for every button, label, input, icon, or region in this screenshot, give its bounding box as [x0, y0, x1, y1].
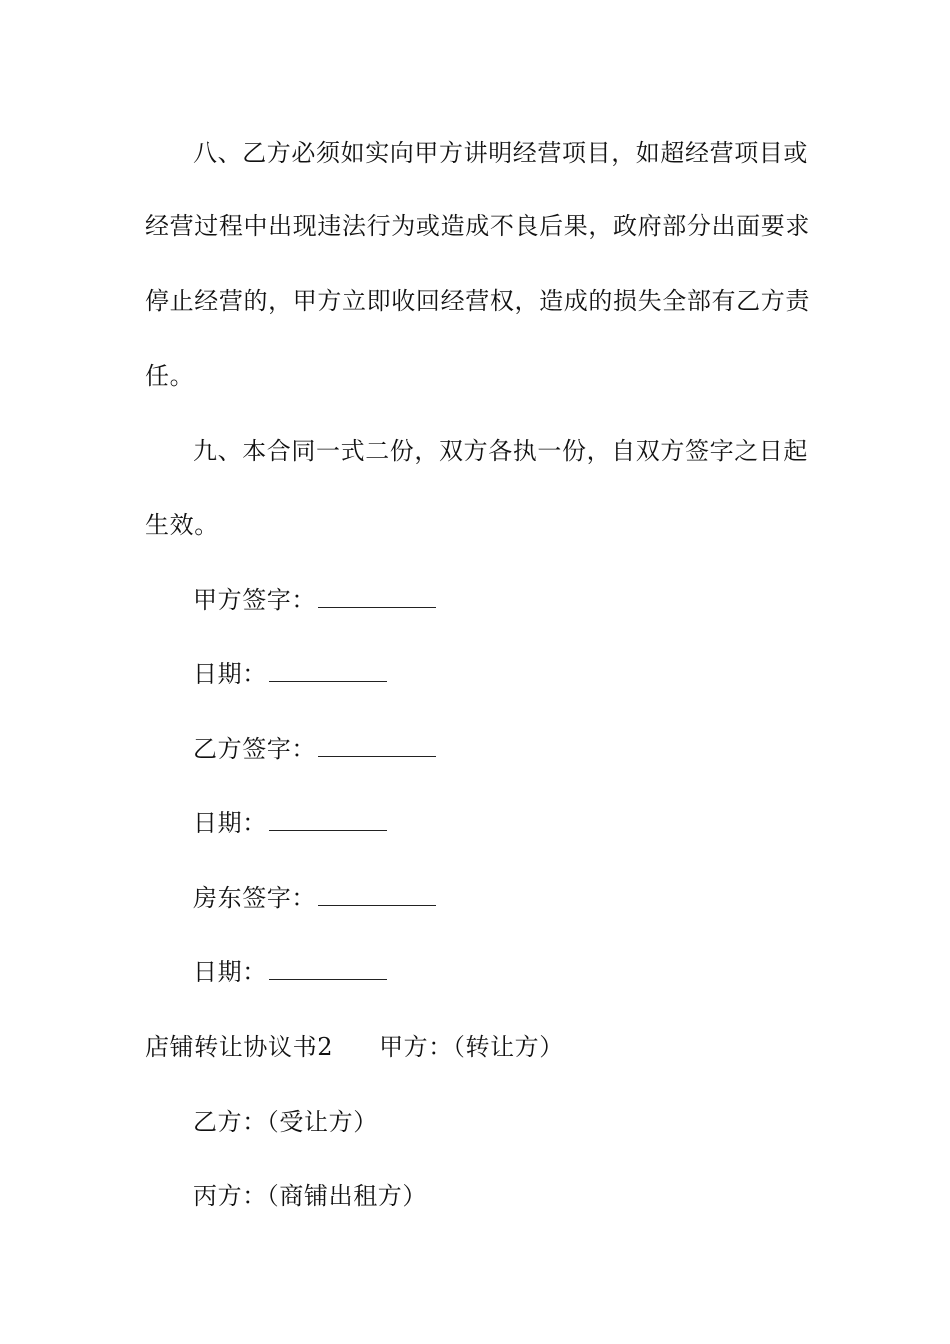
landlord-signature-row — [193, 883, 436, 913]
date-blank-3 — [269, 959, 387, 980]
landlord-signature-blank — [318, 885, 436, 906]
clause-8-line-4: 任。 — [145, 362, 195, 390]
date-label-3: 日期： — [193, 958, 267, 986]
party-b-signature-label: 乙方签字： — [193, 735, 316, 763]
party-a-signature-label: 甲方签字： — [193, 586, 316, 614]
party-b-signature-blank — [318, 736, 436, 757]
agreement-2-heading-row — [145, 1032, 810, 1062]
date-blank-1 — [269, 661, 387, 682]
party-b-transferee: 乙方：（受让方） — [193, 1108, 378, 1136]
agreement-2-title: 店铺转让协议书2 — [145, 1033, 334, 1061]
date-label-2: 日期： — [193, 809, 267, 837]
clause-8-line-1: 八、乙方必须如实向甲方讲明经营项目，如超经营项目或 — [193, 139, 808, 167]
landlord-signature-label: 房东签字： — [193, 884, 316, 912]
date-row-2 — [193, 808, 387, 838]
party-b-signature-row — [193, 734, 436, 764]
party-a-signature-row — [193, 585, 436, 615]
clause-9-line-1: 九、本合同一式二份，双方各执一份，自双方签字之日起 — [193, 437, 808, 465]
party-c-lessor: 丙方：（商铺出租方） — [193, 1182, 427, 1210]
clause-8-line-2: 经营过程中出现违法行为或造成不良后果，政府部分出面要求 — [145, 212, 810, 240]
clause-8-line-3: 停止经营的，甲方立即收回经营权，造成的损失全部有乙方责 — [145, 287, 810, 315]
party-a-transferor: 甲方：（转让方） — [379, 1033, 564, 1061]
date-blank-2 — [269, 810, 387, 831]
date-row-3 — [193, 957, 387, 987]
clause-9-line-2: 生效。 — [145, 511, 219, 539]
party-a-signature-blank — [318, 587, 436, 608]
date-label-1: 日期： — [193, 660, 267, 688]
date-row-1 — [193, 659, 387, 689]
